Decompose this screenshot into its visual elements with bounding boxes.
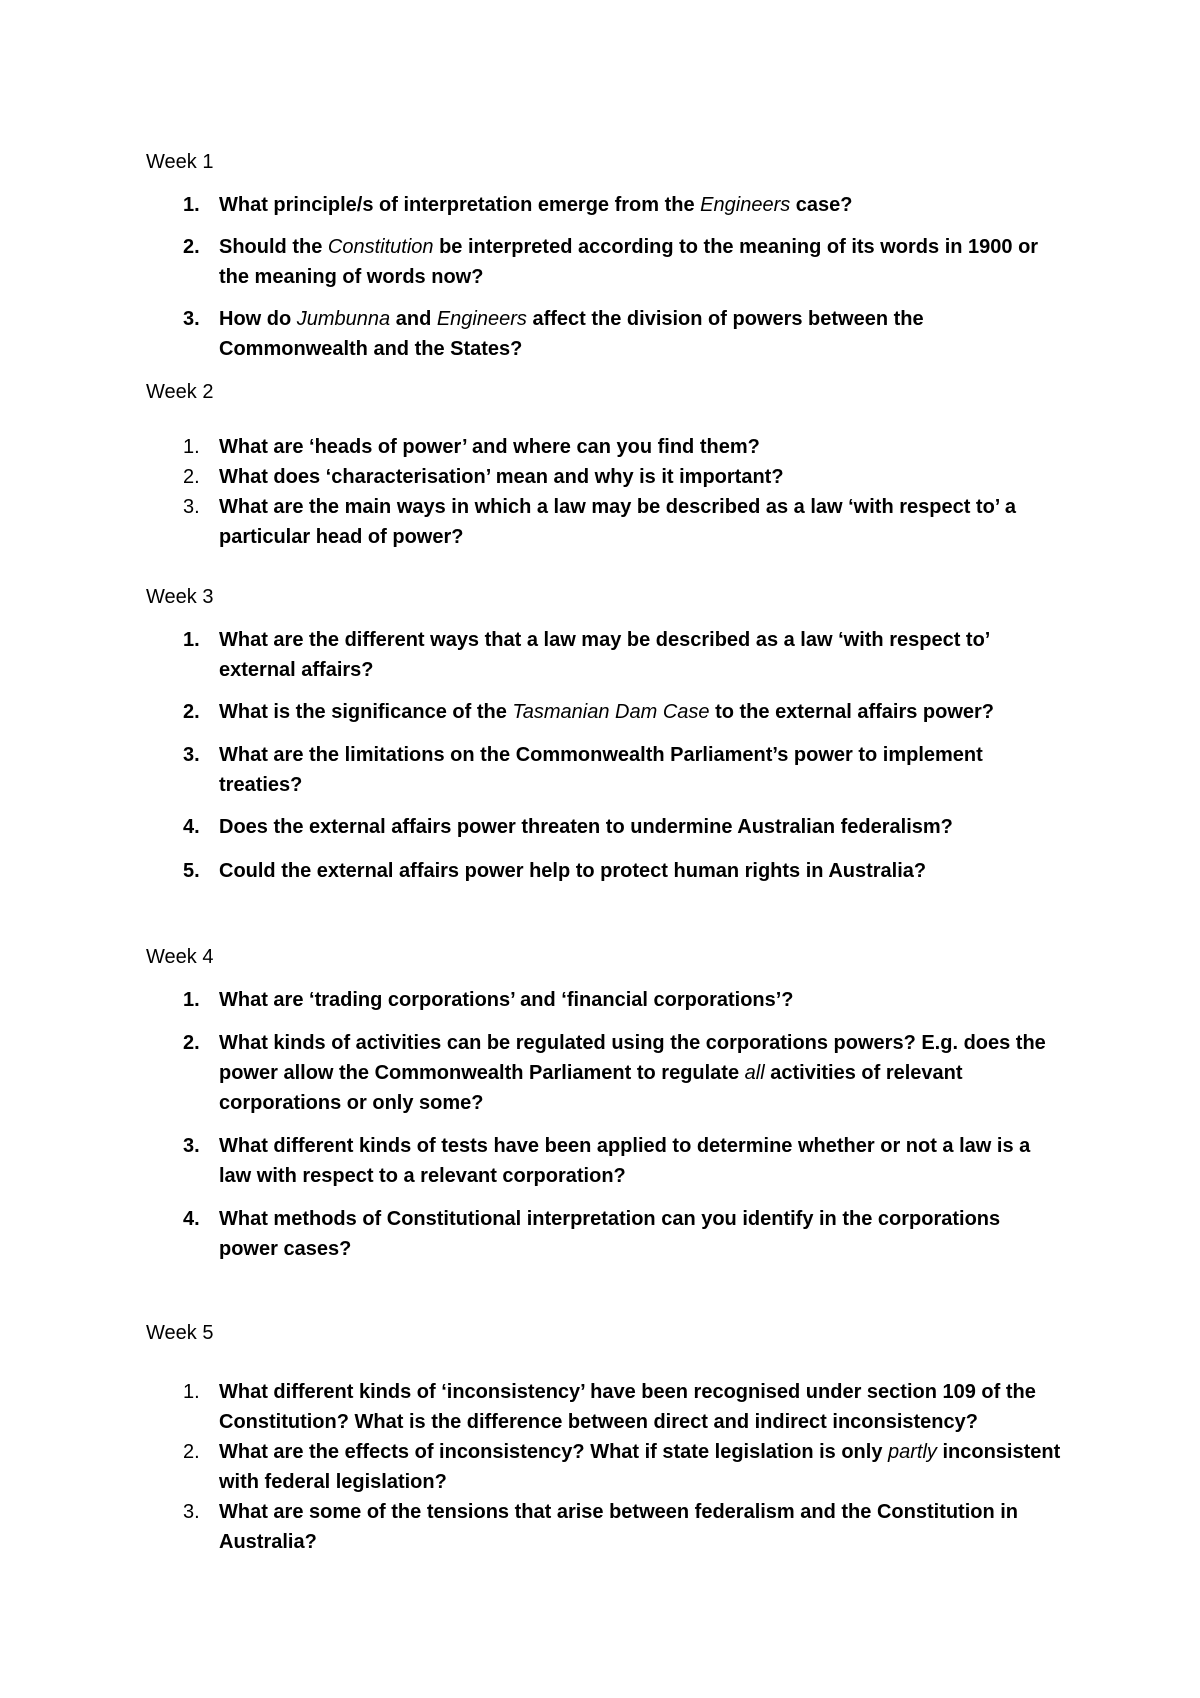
question-number: 1.: [183, 436, 200, 458]
question-text: What are some of the tensions that arise between federalism and the Constitution in Australia?: [219, 1501, 1019, 1553]
question-number: 3.: [183, 744, 200, 766]
question-text: What different kinds of tests have been applied to determine whether or not a law is a law with respect to a relevant corporation?: [219, 1135, 1031, 1187]
question-item: [183, 697, 1063, 727]
question-number: 2.: [183, 466, 200, 488]
question-number: 2.: [183, 1441, 200, 1463]
question-text: What does ‘characterisation’ mean and why is it important?: [219, 466, 784, 488]
question-text: Does the external affairs power threaten to undermine Australian federalism?: [219, 816, 953, 838]
question-item: [183, 462, 1063, 492]
question-number: 3.: [183, 1501, 200, 1523]
question-number: 2.: [183, 701, 200, 723]
week-heading: Week 5: [146, 1322, 214, 1344]
question-item: [183, 1437, 1063, 1497]
question-text: Could the external affairs power help to protect human rights in Australia?: [219, 860, 927, 882]
question-text: What different kinds of ‘inconsistency’ have been recognised under section 109 of the Constitution? What is the difference between direct and indirect inconsistency?: [219, 1381, 1036, 1433]
question-item: [183, 190, 1063, 220]
question-text: What are the limitations on the Commonwealth Parliament’s power to implement treaties?: [219, 744, 983, 796]
question-number: 3.: [183, 496, 200, 518]
question-number: 3.: [183, 308, 200, 330]
question-item: [183, 985, 1063, 1015]
question-text: How do Jumbunna and Engineers affect the division of powers between the Commonwealth and the States?: [219, 308, 924, 360]
question-text: What is the significance of the Tasmanian Dam Case to the external affairs power?: [219, 701, 995, 723]
week-heading: Week 1: [146, 151, 214, 173]
question-number: 5.: [183, 860, 200, 882]
question-number: 4.: [183, 1208, 200, 1230]
question-item: [183, 625, 1063, 685]
question-text: What are ‘heads of power’ and where can you find them?: [219, 436, 760, 458]
question-number: 4.: [183, 816, 200, 838]
question-text: What principle/s of interpretation emerge from the Engineers case?: [219, 194, 853, 216]
question-number: 3.: [183, 1135, 200, 1157]
week-heading: Week 2: [146, 381, 214, 403]
question-item: [183, 432, 1063, 462]
question-text: Should the Constitution be interpreted according to the meaning of its words in 1900 or the meaning of words now?: [219, 236, 1039, 288]
question-item: [183, 1028, 1063, 1118]
question-item: [183, 1497, 1063, 1557]
question-item: [183, 1131, 1063, 1191]
question-item: [183, 812, 1063, 842]
question-number: 1.: [183, 1381, 200, 1403]
question-item: [183, 232, 1063, 292]
question-text: What methods of Constitutional interpretation can you identify in the corporations power cases?: [219, 1208, 1001, 1260]
week-heading: Week 3: [146, 586, 214, 608]
question-number: 2.: [183, 1032, 200, 1054]
question-number: 1.: [183, 629, 200, 651]
question-item: [183, 1204, 1063, 1264]
question-text: What kinds of activities can be regulated using the corporations powers? E.g. does the power allow the Commonwealth Parliament to regulate all activities of relevant corporations or only some?: [219, 1032, 1046, 1114]
question-text: What are the different ways that a law may be described as a law ‘with respect to’ external affairs?: [219, 629, 990, 681]
question-item: [183, 492, 1063, 552]
question-item: [183, 304, 1063, 364]
question-item: [183, 1377, 1063, 1437]
question-text: What are ‘trading corporations’ and ‘financial corporations’?: [219, 989, 794, 1011]
question-number: 1.: [183, 989, 200, 1011]
week-heading: Week 4: [146, 946, 214, 968]
question-item: [183, 856, 1063, 886]
question-text: What are the main ways in which a law may be described as a law ‘with respect to’ a particular head of power?: [219, 496, 1016, 548]
question-number: 2.: [183, 236, 200, 258]
question-text: What are the effects of inconsistency? What if state legislation is only partly inconsistent with federal legislation?: [219, 1441, 1061, 1493]
question-number: 1.: [183, 194, 200, 216]
question-item: [183, 740, 1063, 800]
